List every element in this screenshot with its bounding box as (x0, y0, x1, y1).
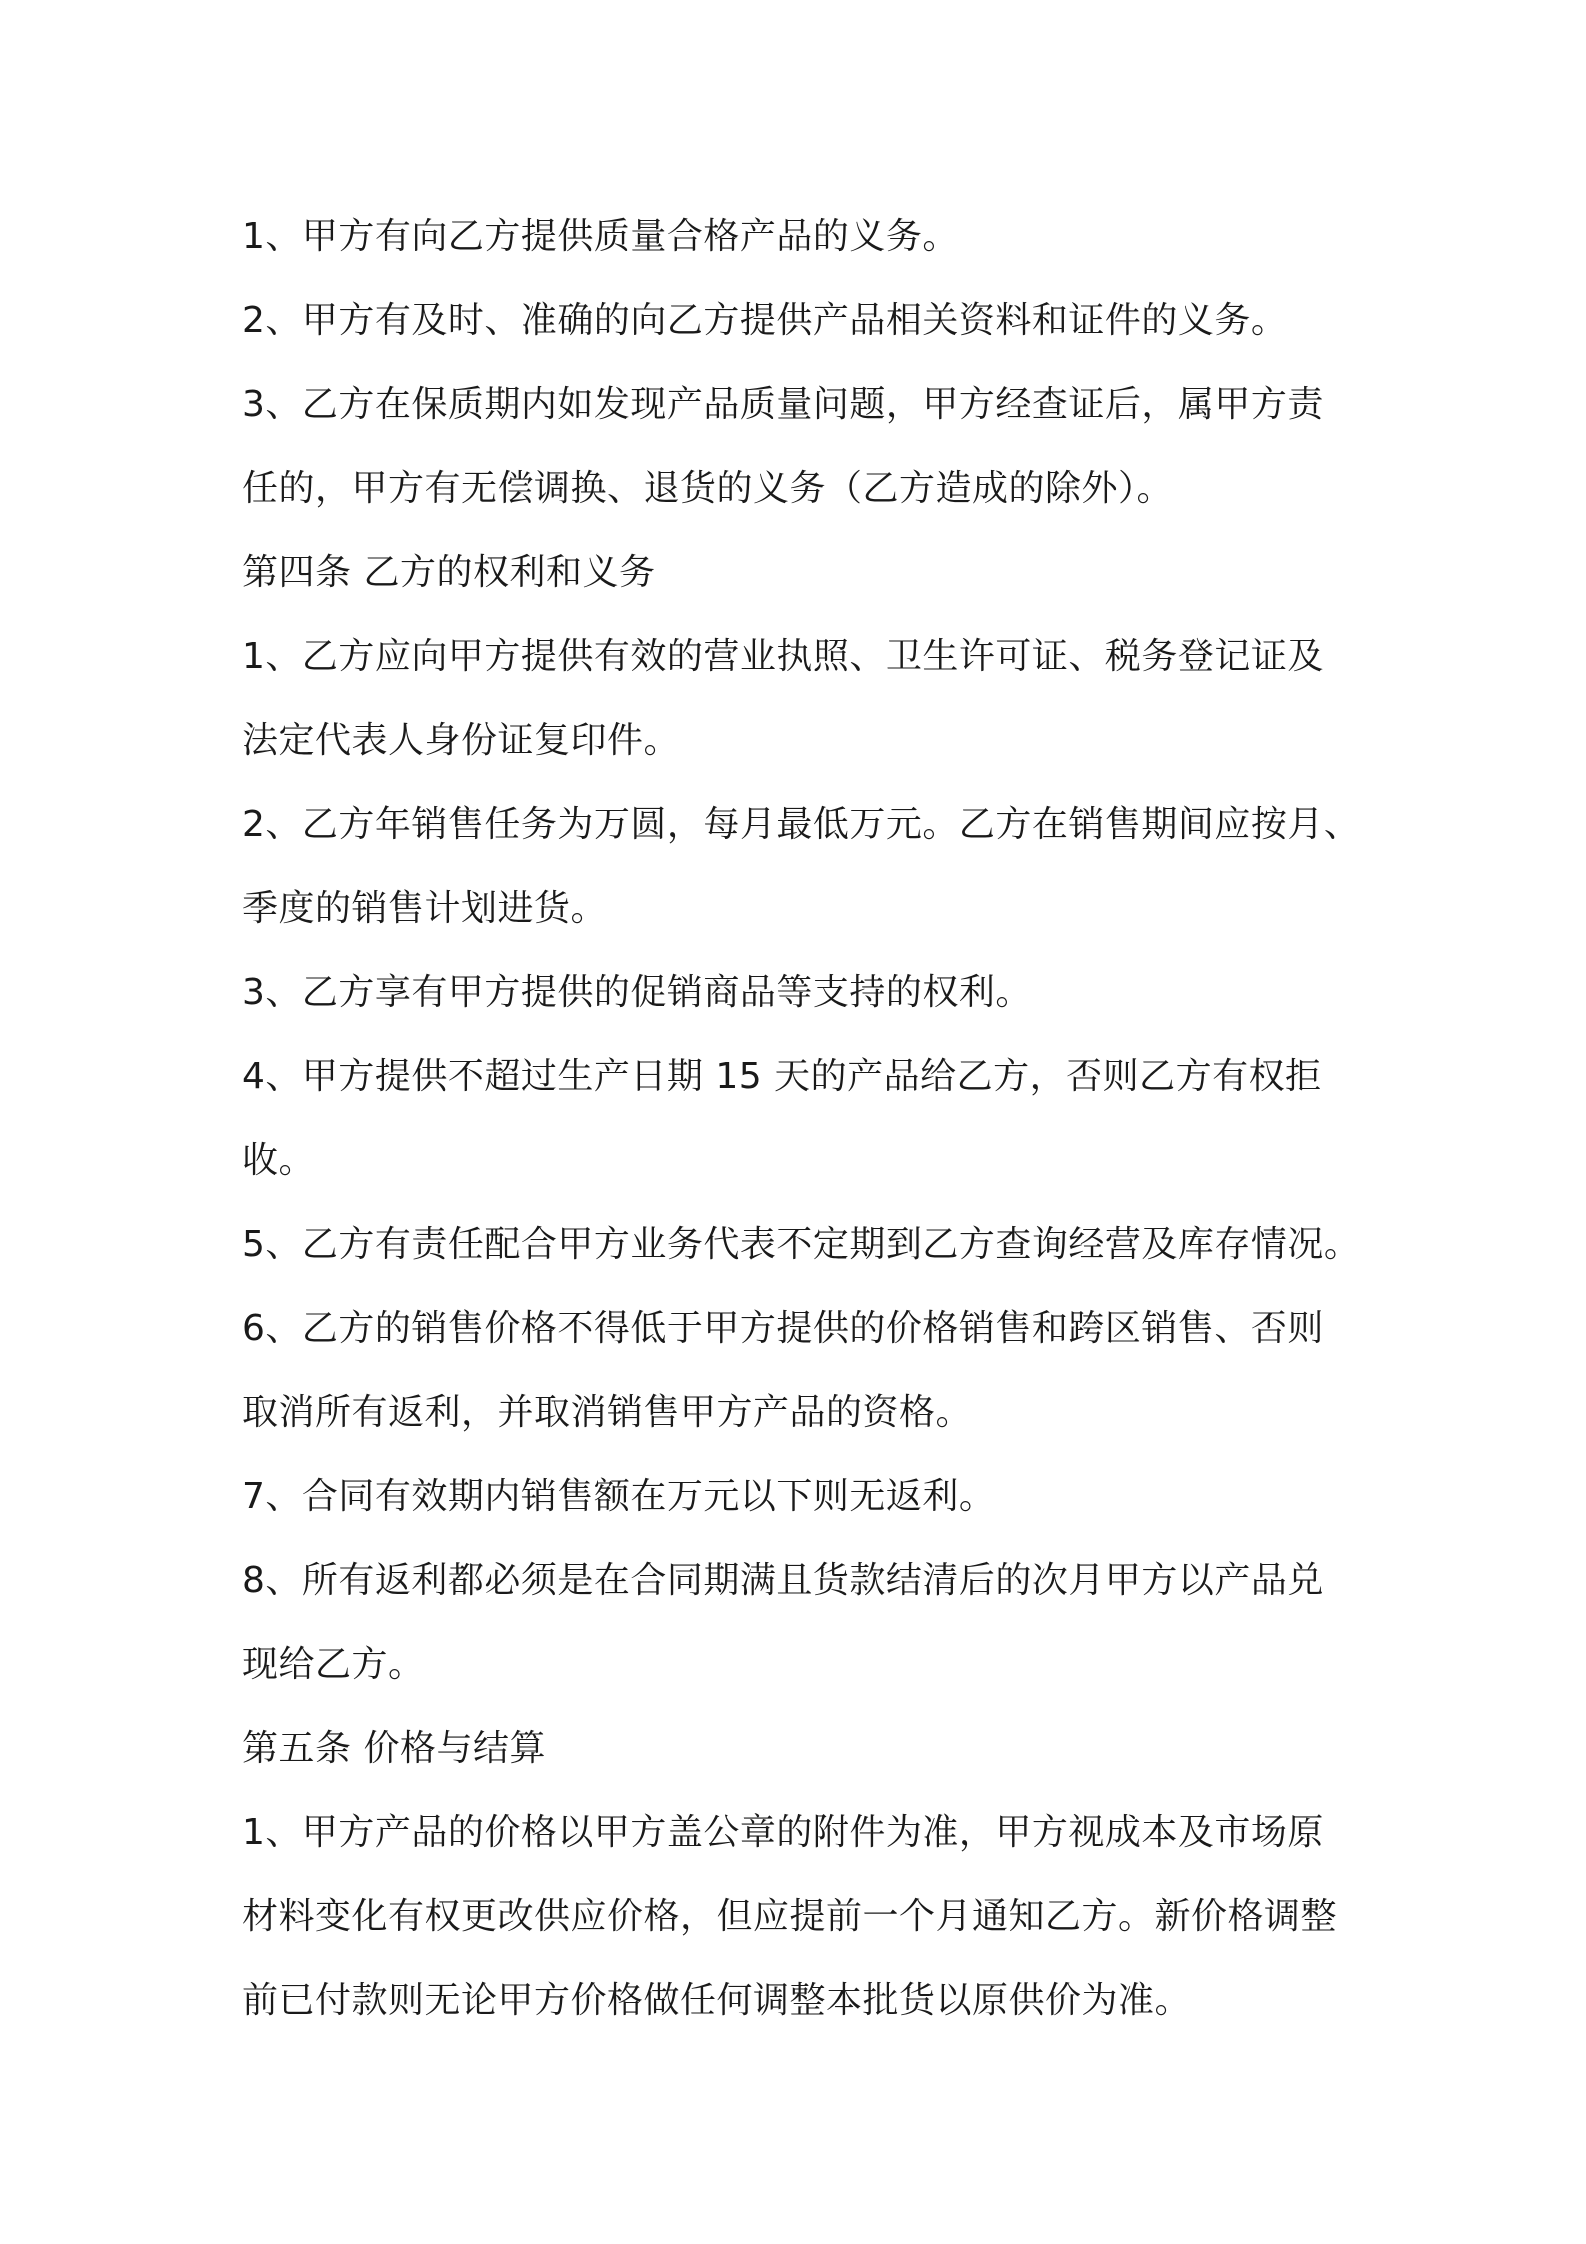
clause-5-1-line-2: 材料变化有权更改供应价格，但应提前一个月通知乙方。新价格调整 (242, 1896, 1338, 1937)
clause-5-1-line-1: 1、甲方产品的价格以甲方盖公章的附件为准，甲方视成本及市场原 (242, 1812, 1324, 1853)
section-5-heading: 第五条 价格与结算 (242, 1728, 546, 1769)
clause-4-1-line-2: 法定代表人身份证复印件。 (242, 720, 681, 761)
clause-5-1-line-3: 前已付款则无论甲方价格做任何调整本批货以原供价为准。 (242, 1980, 1192, 2021)
section-4-heading: 第四条 乙方的权利和义务 (242, 552, 656, 593)
document-body (242, 195, 1372, 2043)
clause-4-4-line-1: 4、甲方提供不超过生产日期 15 天的产品给乙方，否则乙方有权拒 (242, 1056, 1322, 1097)
clause-4-5-line: 5、乙方有责任配合甲方业务代表不定期到乙方查询经营及库存情况。 (242, 1224, 1361, 1265)
clause-4-8-line-1: 8、所有返利都必须是在合同期满且货款结清后的次月甲方以产品兑 (242, 1560, 1324, 1601)
clause-3-1-line: 1、甲方有向乙方提供质量合格产品的义务。 (242, 216, 959, 257)
clause-3-3-line-2: 任的，甲方有无偿调换、退货的义务（乙方造成的除外）。 (242, 468, 1174, 509)
clause-4-3-line: 3、乙方享有甲方提供的促销商品等支持的权利。 (242, 972, 1032, 1013)
clause-4-8-line-2: 现给乙方。 (242, 1644, 425, 1685)
clause-4-6-line-2: 取消所有返利，并取消销售甲方产品的资格。 (242, 1392, 973, 1433)
clause-4-2-line-2: 季度的销售计划进货。 (242, 888, 608, 929)
clause-4-1-line-1: 1、乙方应向甲方提供有效的营业执照、卫生许可证、税务登记证及 (242, 636, 1324, 677)
clause-4-2-line-1: 2、乙方年销售任务为万圆，每月最低万元。乙方在销售期间应按月、 (242, 804, 1361, 845)
clause-4-7-line: 7、合同有效期内销售额在万元以下则无返利。 (242, 1476, 996, 1517)
clause-4-4-line-2: 收。 (242, 1140, 316, 1181)
clause-3-2-line: 2、甲方有及时、准确的向乙方提供产品相关资料和证件的义务。 (242, 300, 1288, 341)
clause-3-3-line-1: 3、乙方在保质期内如发现产品质量问题，甲方经查证后，属甲方责 (242, 384, 1324, 425)
clause-4-6-line-1: 6、乙方的销售价格不得低于甲方提供的价格销售和跨区销售、否则 (242, 1308, 1324, 1349)
